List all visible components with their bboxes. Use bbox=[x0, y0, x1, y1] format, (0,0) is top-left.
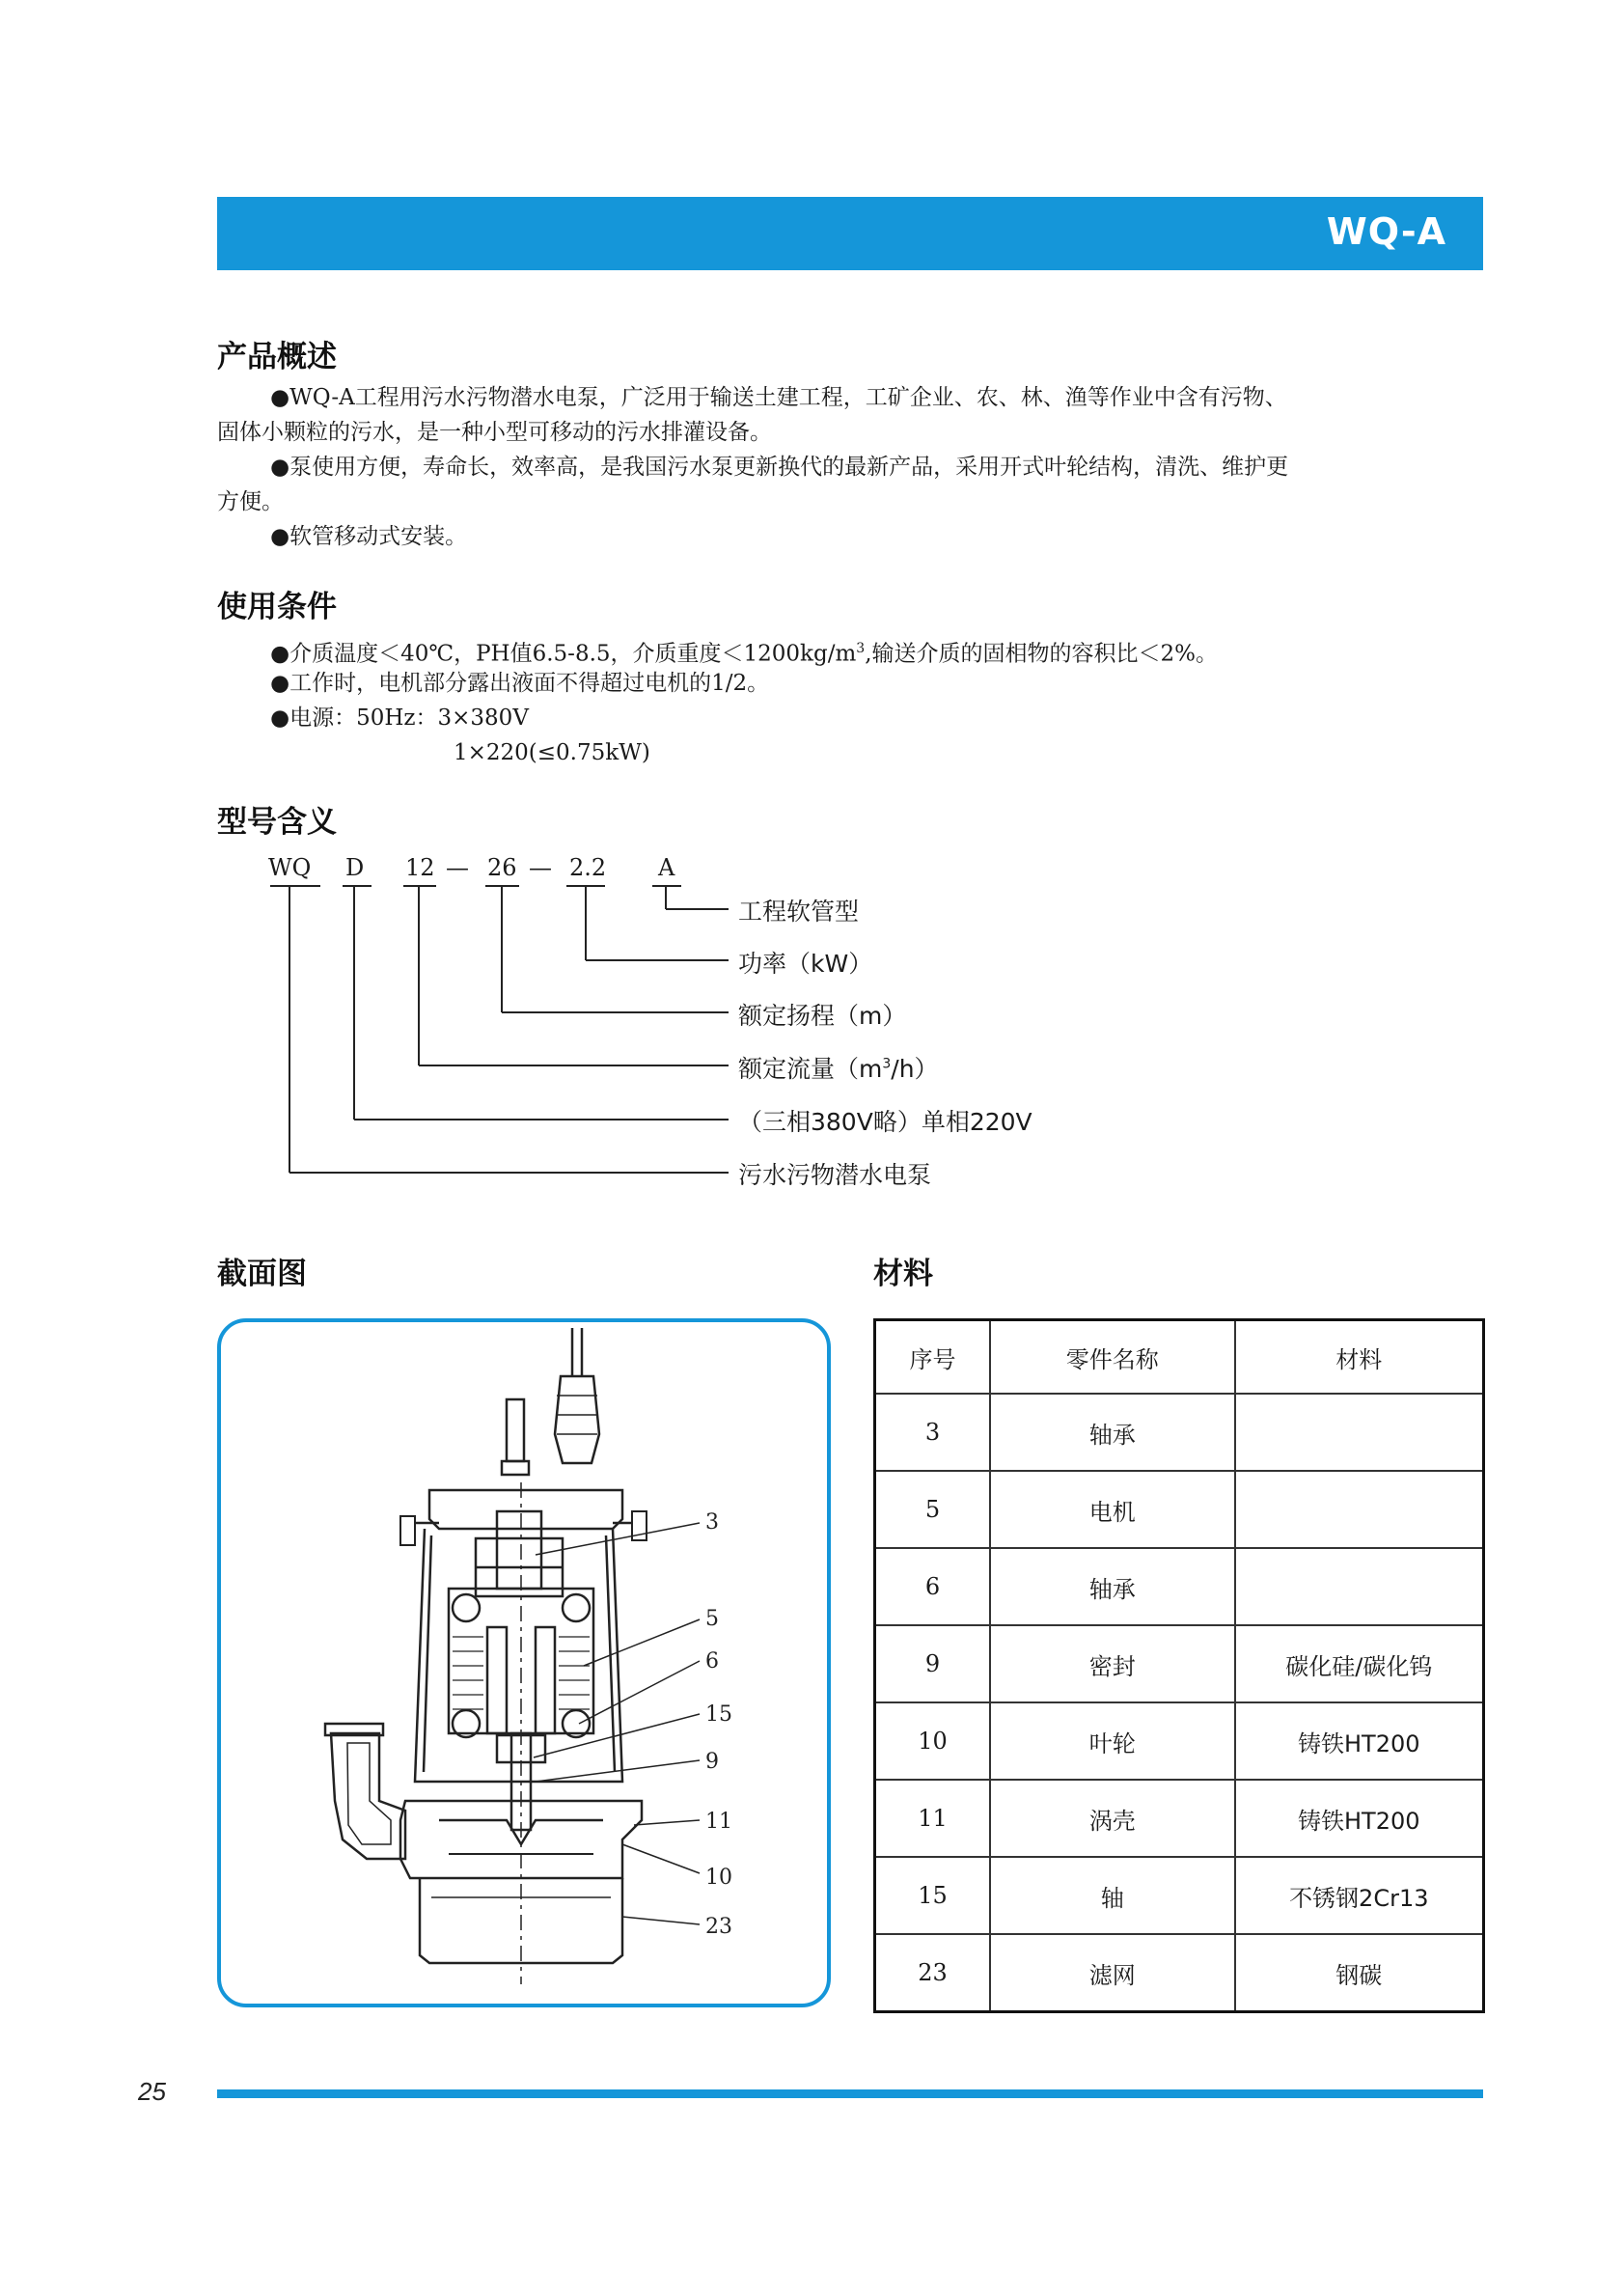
label-flow-tail: /h） bbox=[891, 1055, 939, 1083]
table-row bbox=[875, 1548, 1484, 1625]
header-material: 材料 bbox=[1235, 1320, 1484, 1395]
overview-line: ●泵使用方便，寿命长，效率高，是我国污水泵更新换代的最新产品，采用开式叶轮结构，清洗、维护更 bbox=[270, 455, 1289, 480]
header-no: 序号 bbox=[875, 1320, 990, 1395]
materials-table bbox=[873, 1318, 1485, 2013]
overview-title: 产品概述 bbox=[217, 340, 337, 374]
code-wq: WQ bbox=[268, 854, 312, 881]
callout-6: 6 bbox=[705, 1649, 719, 1674]
cell-no: 3 bbox=[875, 1394, 990, 1471]
footer-rule bbox=[217, 2089, 1483, 2098]
label-flow-sup: 3 bbox=[882, 1056, 892, 1072]
cell-part: 轴承 bbox=[990, 1394, 1235, 1471]
cell-material: 钢碳 bbox=[1235, 1934, 1484, 2012]
cell-material: 不锈钢2Cr13 bbox=[1235, 1857, 1484, 1934]
cell-material bbox=[1235, 1394, 1484, 1471]
code-flow: 12 bbox=[405, 854, 435, 881]
conditions-line-4: 1×220(≤0.75kW) bbox=[454, 740, 650, 765]
conditions-title: 使用条件 bbox=[217, 590, 337, 624]
cell-part: 滤网 bbox=[990, 1934, 1235, 2012]
overview-line: 方便。 bbox=[217, 489, 284, 514]
cell-no: 23 bbox=[875, 1934, 990, 2012]
cell-material bbox=[1235, 1471, 1484, 1548]
cond1-tail: ,输送介质的固相物的容积比＜2%。 bbox=[865, 641, 1219, 667]
cell-no: 11 bbox=[875, 1780, 990, 1857]
callout-3: 3 bbox=[705, 1510, 719, 1535]
cell-no: 15 bbox=[875, 1857, 990, 1934]
cell-no: 10 bbox=[875, 1702, 990, 1780]
label-flow-main: 额定流量（m bbox=[738, 1055, 883, 1083]
label-flow bbox=[738, 1050, 939, 1085]
callout-9: 9 bbox=[705, 1750, 719, 1774]
callout-23: 23 bbox=[705, 1915, 732, 1939]
cell-part: 密封 bbox=[990, 1625, 1235, 1702]
model-header-title: WQ-A bbox=[1326, 210, 1446, 253]
label-pump: 污水污物潜水电泵 bbox=[738, 1161, 932, 1189]
cell-part: 轴 bbox=[990, 1857, 1235, 1934]
label-type: 工程软管型 bbox=[738, 898, 860, 926]
overview-line: ●WQ-A工程用污水污物潜水电泵，广泛用于输送土建工程，工矿企业、农、林、渔等作业中含有污物、 bbox=[270, 385, 1287, 410]
cell-no: 5 bbox=[875, 1471, 990, 1548]
code-dash: — bbox=[446, 854, 469, 881]
cond1-main: ●介质温度＜40℃，PH值6.5-8.5，介质重度＜1200kg/m bbox=[270, 641, 857, 667]
label-head: 额定扬程（m） bbox=[738, 1002, 907, 1030]
cond1-sup: 3 bbox=[856, 641, 866, 656]
code-power: 2.2 bbox=[569, 854, 607, 881]
code-head: 26 bbox=[487, 854, 517, 881]
cell-part: 叶轮 bbox=[990, 1702, 1235, 1780]
table-row bbox=[875, 1471, 1484, 1548]
overview-line: ●软管移动式安装。 bbox=[270, 524, 468, 549]
pump-section-drawing bbox=[217, 1318, 831, 2007]
callout-5: 5 bbox=[705, 1607, 719, 1631]
cell-material: 碳化硅/碳化钨 bbox=[1235, 1625, 1484, 1702]
cell-material: 铸铁HT200 bbox=[1235, 1780, 1484, 1857]
table-row bbox=[875, 1857, 1484, 1934]
section-title: 截面图 bbox=[217, 1257, 307, 1291]
code-d: D bbox=[345, 854, 365, 881]
table-row bbox=[875, 1394, 1484, 1471]
callout-10: 10 bbox=[705, 1866, 732, 1890]
cell-part: 电机 bbox=[990, 1471, 1235, 1548]
conditions-line-3: ●电源：50Hz：3×380V bbox=[270, 705, 529, 731]
cell-part: 涡壳 bbox=[990, 1780, 1235, 1857]
conditions-line-2: ●工作时，电机部分露出液面不得超过电机的1/2。 bbox=[270, 671, 770, 696]
table-row bbox=[875, 1780, 1484, 1857]
code-dash: — bbox=[529, 854, 552, 881]
label-power: 功率（kW） bbox=[738, 950, 873, 978]
callout-15: 15 bbox=[705, 1702, 732, 1727]
page-number: 25 bbox=[138, 2077, 166, 2106]
cell-part: 轴承 bbox=[990, 1548, 1235, 1625]
materials-title: 材料 bbox=[873, 1257, 933, 1291]
cell-no: 9 bbox=[875, 1625, 990, 1702]
code-type: A bbox=[658, 854, 675, 881]
model-meaning-title: 型号含义 bbox=[217, 805, 337, 840]
overview-line: 固体小颗粒的污水，是一种小型可移动的污水排灌设备。 bbox=[217, 420, 772, 445]
label-phase: （三相380V略）单相220V bbox=[738, 1108, 1032, 1136]
header-part: 零件名称 bbox=[990, 1320, 1235, 1395]
cell-material bbox=[1235, 1548, 1484, 1625]
materials-header-row bbox=[875, 1320, 1484, 1395]
callout-11: 11 bbox=[705, 1810, 732, 1834]
table-row bbox=[875, 1702, 1484, 1780]
cell-material: 铸铁HT200 bbox=[1235, 1702, 1484, 1780]
cell-no: 6 bbox=[875, 1548, 990, 1625]
table-row bbox=[875, 1625, 1484, 1702]
table-row bbox=[875, 1934, 1484, 2012]
